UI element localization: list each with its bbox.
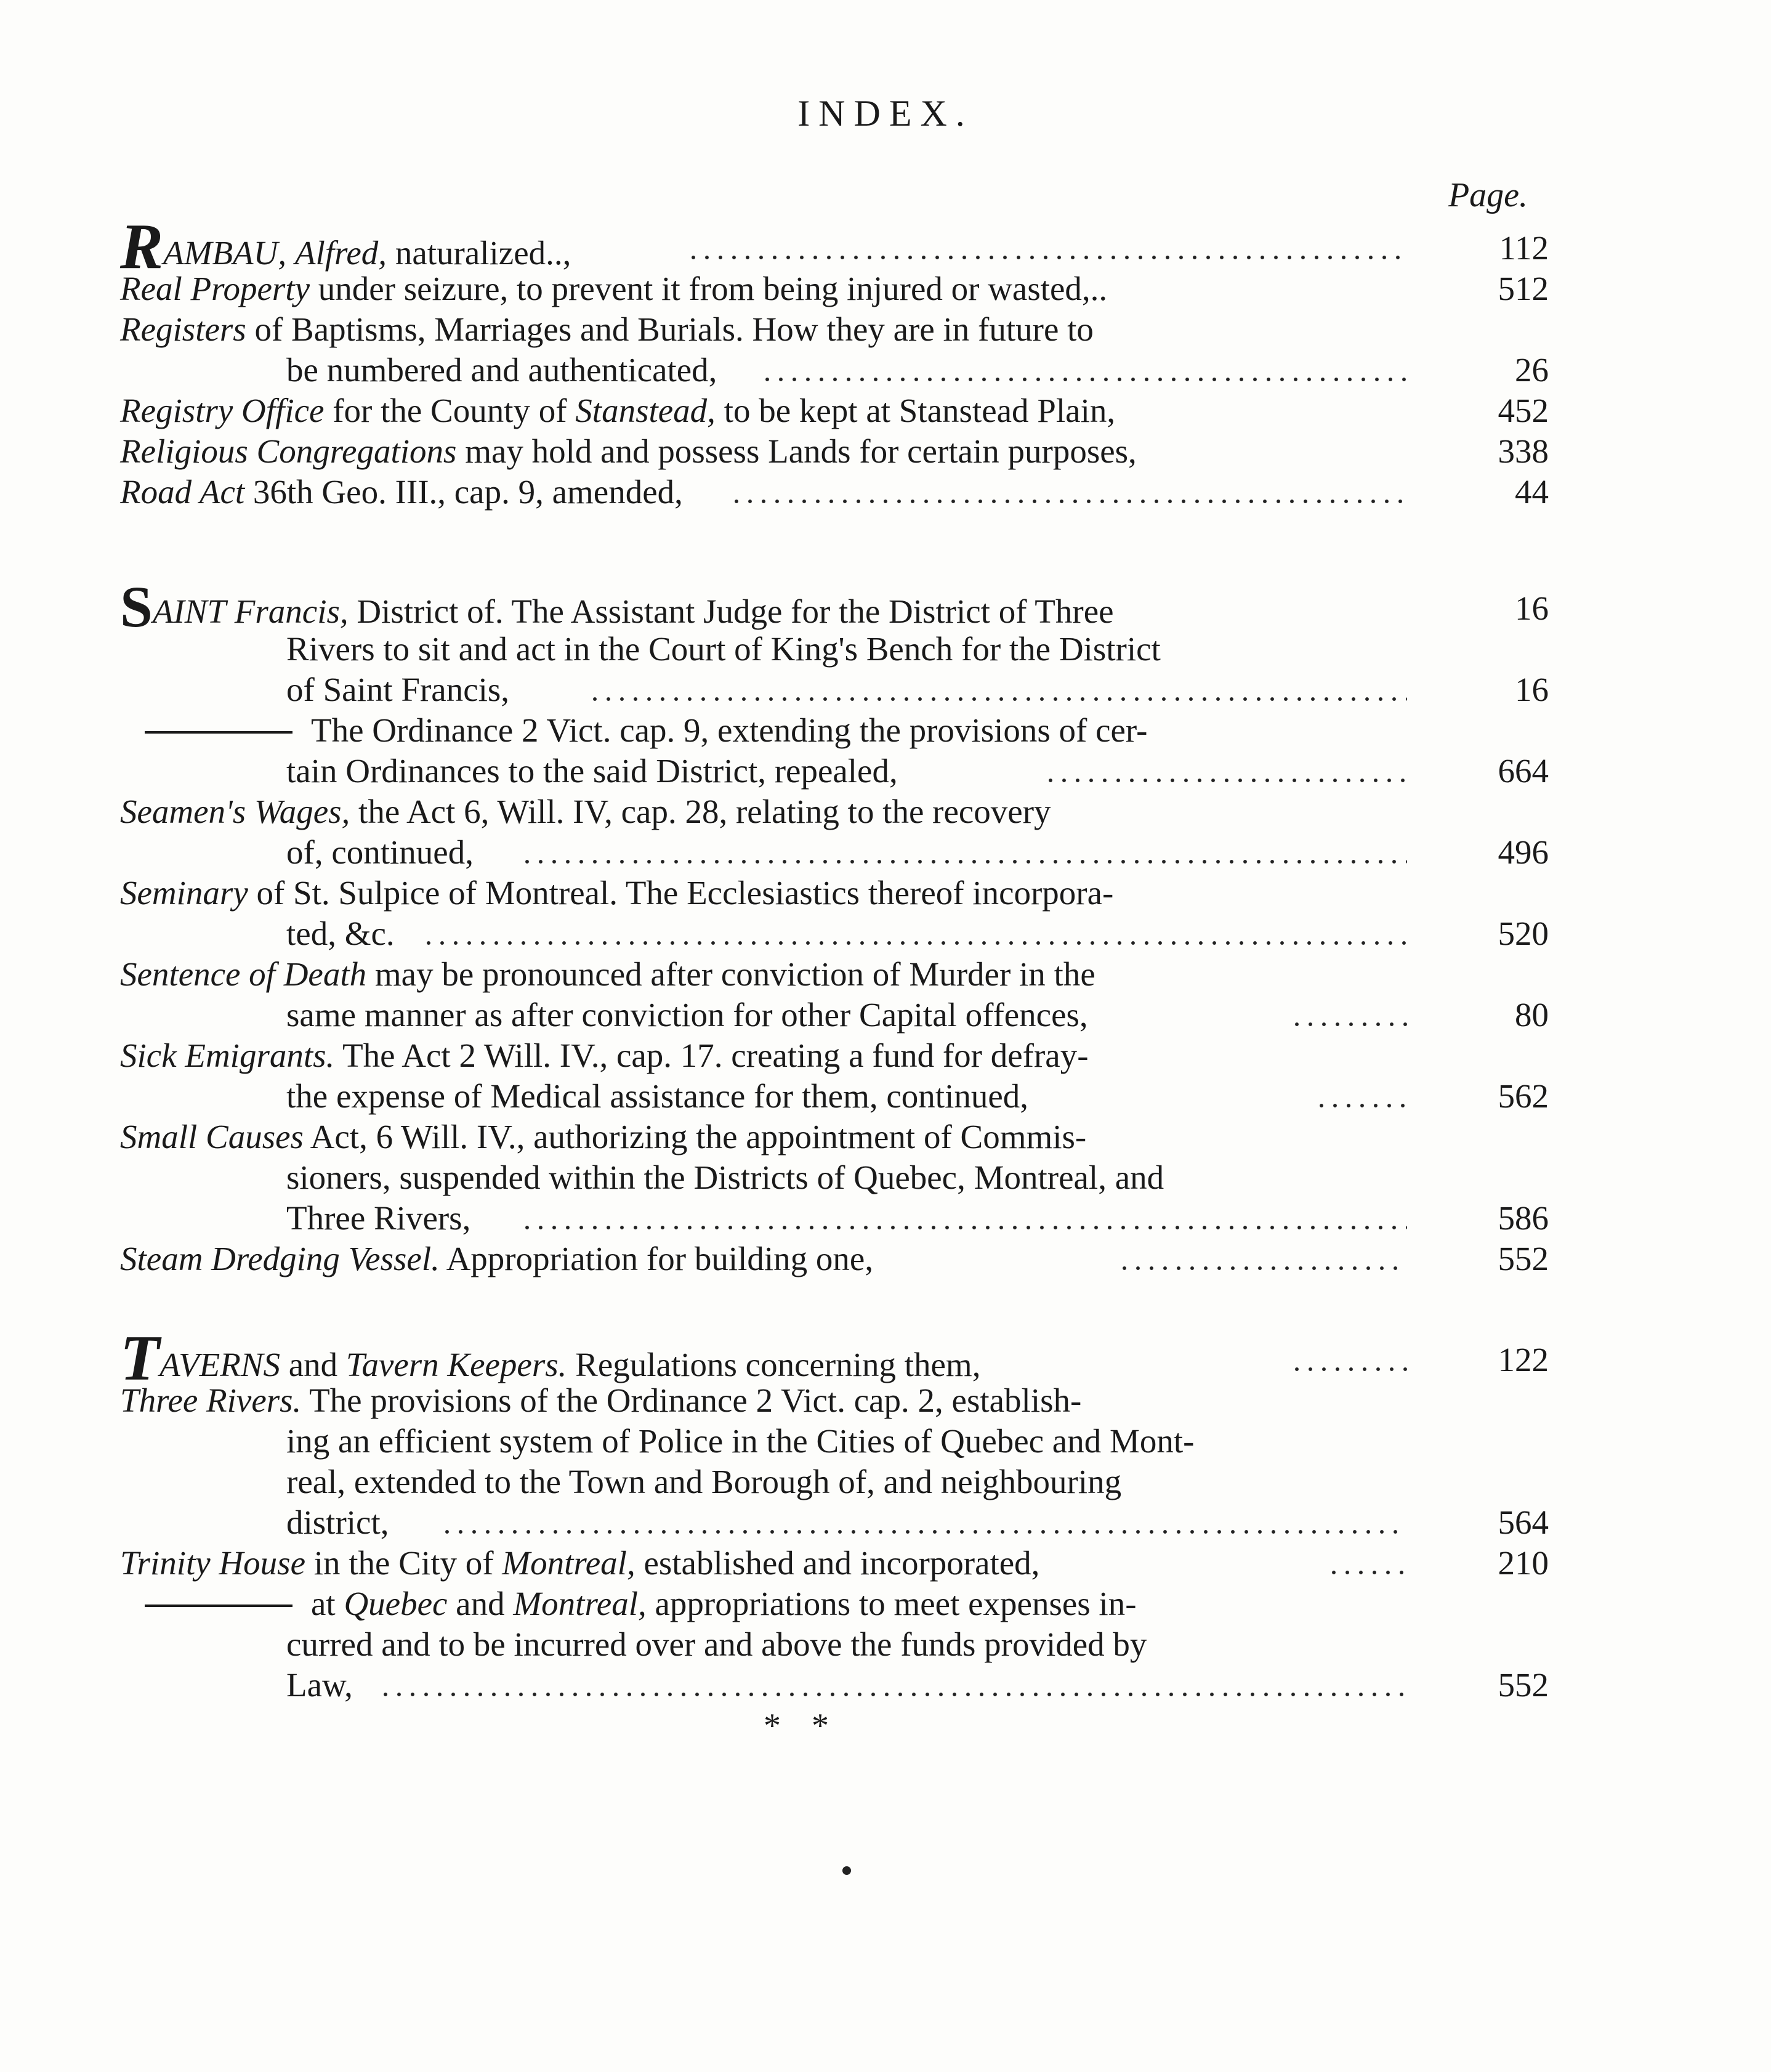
index-entry-trinity-house: Trinity House in the City of Montreal, established and incorporated, 210 [120,1543,1549,1584]
page-title: INDEX. [797,93,974,134]
page-number: 552 [1498,1666,1549,1704]
page-number: 586 [1498,1199,1549,1237]
page-number: 664 [1498,752,1549,790]
section-r: RAMBAU, Alfred, naturalized.., 112 Real Property under seizure, to prevent it from being injured or wasted,.. 512 Registers of Baptisms, Marriages and Burials. How they are in future to be numbered and authenticated, 26 Registry Office for the County of Stanstead, to be kept at Stanstead Plain, 452 Religious Congregations may hold and possess Lands for certain purposes, 338 Road Act 36th Geo. III., cap. 9, amended, 44 [120,228,1549,512]
dot-leader [1290,1340,1407,1380]
index-entry-religious-congregations: Religious Congregations may hold and possess Lands for certain purposes, 338 [120,431,1549,472]
dot-leader [1118,1239,1407,1279]
index-entry-taverns: TAVERNS and Tavern Keepers. Regulations concerning them, 122 [120,1322,1549,1394]
page-number: 512 [1498,270,1549,307]
closing-asterisks: * * [764,1707,840,1745]
index-entry-registry-office: Registry Office for the County of Stanstead, to be kept at Stanstead Plain, 452 [120,391,1549,431]
dot-leader [1327,1543,1407,1584]
page-number: 452 [1498,392,1549,429]
page-number: 80 [1515,996,1549,1034]
page-number: 112 [1499,229,1549,267]
page-number: 562 [1498,1077,1549,1115]
dot-leader [422,913,1407,954]
dot-leader [520,1198,1407,1239]
page-number: 16 [1515,671,1549,708]
index-entry-three-rivers: Three Rivers. The provisions of the Ordinance 2 Vict. cap. 2, establish- [120,1382,1082,1419]
dot-leader [588,670,1407,710]
page-number: 564 [1498,1503,1549,1541]
index-entry-steam-dredging-vessel: Steam Dredging Vessel. Appropriation for building one, 552 [120,1239,1549,1279]
dot-leader [730,472,1407,512]
page-column-header: Page. [1448,176,1528,214]
page-number: 44 [1515,473,1549,511]
page-number: 26 [1515,351,1549,389]
dot-leader [520,832,1407,873]
ditto-rule [145,1605,292,1607]
dot-leader [687,228,1407,269]
section-t: TAVERNS and Tavern Keepers. Regulations concerning them, 122 Three Rivers. The provisions of the Ordinance 2 Vict. cap. 2, establish- ing an efficient system of Police in the Cities of Quebec and Mont- real, extended to the Town and Borough of, and neighbouring district, 564 Trinity House in the City of Montreal, established and incorporated, 210 at Quebec and Montreal, appropriations to meet expenses in- curred and to be incurred over and above the funds provided by Law, 552 [120,1340,1549,1706]
index-entry-seminary: Seminary of St. Sulpice of Montreal. The Ecclesiastics thereof incorpora- [120,874,1114,912]
dot-leader [1044,751,1407,791]
index-entry-rambau: RAMBAU, Alfred, naturalized.., 112 [120,210,1549,282]
page-number: 520 [1498,915,1549,952]
dot-leader [1290,995,1407,1035]
dot-leader [760,350,1407,391]
index-entry-trinity-appropriations: at Quebec and Montreal, appropriations to meet expenses in- [120,1584,1549,1624]
page-number: 122 [1498,1341,1549,1378]
index-entry-road-act: Road Act 36th Geo. III., cap. 9, amended, 44 [120,472,1549,512]
dot-leader [440,1502,1407,1543]
index-entry-seamens-wages: Seamen's Wages, the Act 6, Will. IV, cap. 28, relating to the recovery [120,793,1051,830]
index-entry-registers: Registers of Baptisms, Marriages and Burials. How they are in future to [120,310,1094,348]
page-number: 210 [1498,1544,1549,1582]
index-entry-ordinance-repealed: The Ordinance 2 Vict. cap. 9, extending the provisions of cer- [120,710,1549,751]
dot-leader [1315,1076,1407,1117]
page-number: 552 [1498,1240,1549,1277]
ditto-rule [145,731,292,734]
section-s: SAINT Francis, District of. The Assistant Judge for the District of Three 16 Rivers to sit and act in the Court of King's Bench for the District of Saint Francis, 16 The Ordinance 2 Vict. cap. 9, extending the provisions of cer- tain Ordinances to the said District, repealed, 664 Seamen's Wages, the Act 6, Will. IV, cap. 28, relating to the recovery of, continued, 496 Seminary of St. Sulpice of Montreal. The Ecclesiastics thereof incorpora- ted, &c. 520 Sentence of Death may be pronounced after conviction of Murder in the same manner as after conviction for other Capital offences, 80 Sick Emigrants. The Act 2 Will. IV., cap. 17. creating a fund for defray- the expense of Medical assistance for them, continued, 562 Small Causes Act, 6 Will. IV., authorizing the appointment of Commis- sioners, suspended within the Districts of Quebec, Montreal, and Three Rivers, 586 Steam Dredging Vessel. Appropriation for building one, 552 [120,588,1549,1279]
page-number: 496 [1498,833,1549,871]
index-entry-real-property: Real Property under seizure, to prevent it from being injured or wasted,.. 512 [120,269,1549,309]
page-number: 16 [1515,589,1549,627]
dot-leader [379,1665,1407,1706]
index-entry-sentence-of-death: Sentence of Death may be pronounced after conviction of Murder in the [120,955,1095,993]
page-number: 338 [1498,432,1549,470]
index-entry-saint-francis: SAINT Francis, District of. The Assistant Judge for the District of Three 16 [120,574,1549,639]
index-entry-sick-emigrants: Sick Emigrants. The Act 2 Will. IV., cap. 17. creating a fund for defray- [120,1037,1089,1074]
stray-ink-dot [842,1866,851,1875]
index-entry-small-causes: Small Causes Act, 6 Will. IV., authorizing the appointment of Commis- [120,1118,1087,1155]
